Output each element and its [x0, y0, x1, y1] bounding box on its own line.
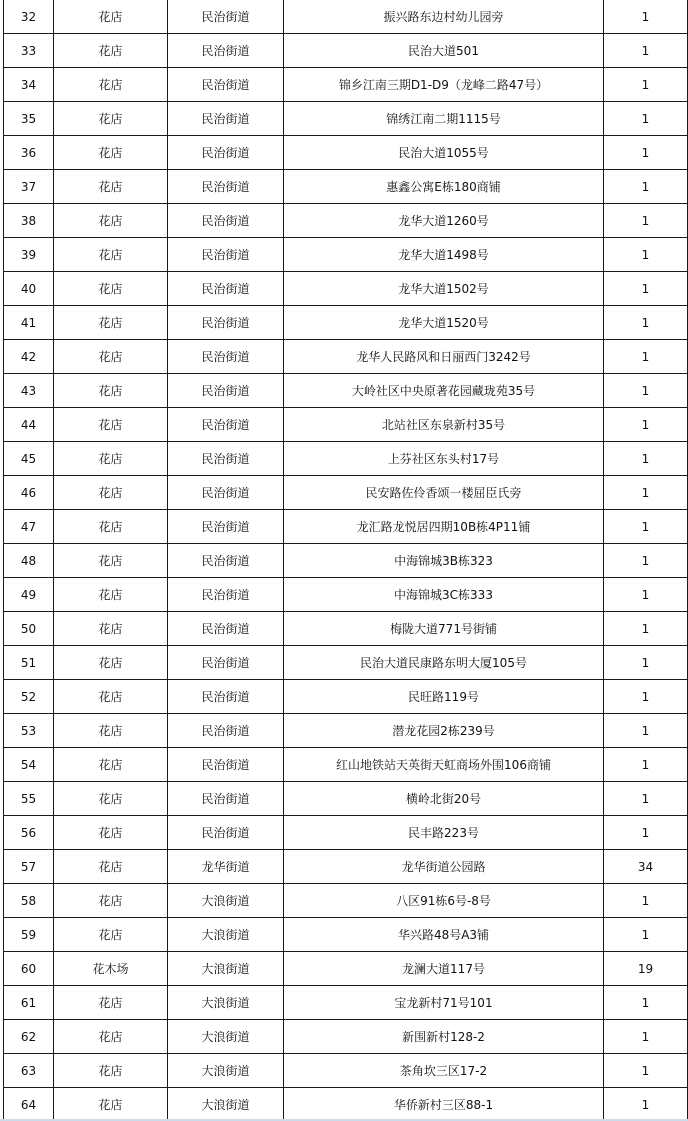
cell-street: 民治街道	[168, 68, 284, 102]
cell-count: 1	[604, 918, 688, 952]
cell-count: 1	[604, 442, 688, 476]
cell-address: 龙华大道1502号	[284, 272, 604, 306]
table-row	[4, 68, 688, 102]
cell-street: 民治街道	[168, 510, 284, 544]
cell-street: 大浪街道	[168, 1054, 284, 1088]
cell-address: 锦乡江南三期D1-D9（龙峰二路47号）	[284, 68, 604, 102]
cell-address: 民丰路223号	[284, 816, 604, 850]
cell-shop-type: 花店	[54, 306, 168, 340]
cell-row-number: 51	[4, 646, 54, 680]
table-row	[4, 408, 688, 442]
cell-row-number: 54	[4, 748, 54, 782]
cell-street: 民治街道	[168, 816, 284, 850]
cell-row-number: 50	[4, 612, 54, 646]
cell-address: 龙华大道1260号	[284, 204, 604, 238]
cell-street: 民治街道	[168, 0, 284, 34]
cell-count: 19	[604, 952, 688, 986]
cell-row-number: 56	[4, 816, 54, 850]
cell-count: 1	[604, 1088, 688, 1121]
cell-street: 民治街道	[168, 136, 284, 170]
cell-row-number: 32	[4, 0, 54, 34]
table-row	[4, 680, 688, 714]
cell-address: 宝龙新村71号101	[284, 986, 604, 1020]
cell-row-number: 34	[4, 68, 54, 102]
cell-count: 1	[604, 408, 688, 442]
cell-shop-type: 花店	[54, 748, 168, 782]
cell-street: 大浪街道	[168, 952, 284, 986]
cell-row-number: 43	[4, 374, 54, 408]
cell-row-number: 61	[4, 986, 54, 1020]
cell-row-number: 40	[4, 272, 54, 306]
table-row	[4, 646, 688, 680]
cell-address: 龙华人民路风和日丽西门3242号	[284, 340, 604, 374]
cell-count: 1	[604, 510, 688, 544]
table-row	[4, 1020, 688, 1054]
cell-street: 民治街道	[168, 374, 284, 408]
cell-shop-type: 花店	[54, 680, 168, 714]
cell-count: 1	[604, 0, 688, 34]
cell-address: 龙华大道1520号	[284, 306, 604, 340]
table-row	[4, 714, 688, 748]
cell-street: 民治街道	[168, 476, 284, 510]
cell-row-number: 52	[4, 680, 54, 714]
cell-address: 梅陇大道771号街铺	[284, 612, 604, 646]
flower-shop-table	[3, 0, 688, 1121]
cell-address: 中海锦城3C栋333	[284, 578, 604, 612]
cell-shop-type: 花店	[54, 816, 168, 850]
cell-street: 民治街道	[168, 34, 284, 68]
table-row	[4, 578, 688, 612]
cell-count: 1	[604, 748, 688, 782]
cell-count: 1	[604, 170, 688, 204]
cell-shop-type: 花店	[54, 884, 168, 918]
cell-row-number: 42	[4, 340, 54, 374]
cell-shop-type: 花店	[54, 476, 168, 510]
table-row	[4, 102, 688, 136]
cell-row-number: 33	[4, 34, 54, 68]
table-row	[4, 442, 688, 476]
cell-street: 民治街道	[168, 646, 284, 680]
cell-address: 民治大道1055号	[284, 136, 604, 170]
table-row	[4, 748, 688, 782]
cell-row-number: 44	[4, 408, 54, 442]
table-row	[4, 544, 688, 578]
cell-shop-type: 花店	[54, 272, 168, 306]
cell-address: 华兴路48号A3铺	[284, 918, 604, 952]
cell-count: 34	[604, 850, 688, 884]
cell-shop-type: 花店	[54, 782, 168, 816]
cell-shop-type: 花店	[54, 340, 168, 374]
cell-address: 上芬社区东头村17号	[284, 442, 604, 476]
cell-row-number: 58	[4, 884, 54, 918]
cell-street: 民治街道	[168, 340, 284, 374]
cell-street: 大浪街道	[168, 1020, 284, 1054]
cell-row-number: 55	[4, 782, 54, 816]
cell-count: 1	[604, 986, 688, 1020]
cell-row-number: 47	[4, 510, 54, 544]
cell-count: 1	[604, 306, 688, 340]
cell-count: 1	[604, 238, 688, 272]
table-row	[4, 306, 688, 340]
cell-shop-type: 花店	[54, 408, 168, 442]
cell-street: 大浪街道	[168, 1088, 284, 1121]
cell-count: 1	[604, 34, 688, 68]
table-row	[4, 238, 688, 272]
cell-street: 民治街道	[168, 408, 284, 442]
cell-address: 华侨新村三区88-1	[284, 1088, 604, 1121]
cell-street: 民治街道	[168, 442, 284, 476]
cell-address: 民旺路119号	[284, 680, 604, 714]
cell-shop-type: 花店	[54, 510, 168, 544]
cell-address: 锦绣江南二期1115号	[284, 102, 604, 136]
cell-address: 中海锦城3B栋323	[284, 544, 604, 578]
cell-row-number: 48	[4, 544, 54, 578]
cell-address: 茶角坎三区17-2	[284, 1054, 604, 1088]
table-row	[4, 510, 688, 544]
cell-row-number: 36	[4, 136, 54, 170]
cell-address: 龙汇路龙悦居四期10B栋4P11铺	[284, 510, 604, 544]
cell-shop-type: 花店	[54, 1054, 168, 1088]
table-row	[4, 612, 688, 646]
cell-row-number: 37	[4, 170, 54, 204]
cell-row-number: 57	[4, 850, 54, 884]
cell-row-number: 49	[4, 578, 54, 612]
cell-count: 1	[604, 374, 688, 408]
cell-shop-type: 花店	[54, 646, 168, 680]
cell-count: 1	[604, 68, 688, 102]
cell-shop-type: 花店	[54, 136, 168, 170]
table-row	[4, 884, 688, 918]
cell-address: 龙澜大道117号	[284, 952, 604, 986]
table-row	[4, 1088, 688, 1121]
table-row	[4, 816, 688, 850]
table-row	[4, 1054, 688, 1088]
cell-row-number: 63	[4, 1054, 54, 1088]
table-row	[4, 204, 688, 238]
table-row	[4, 782, 688, 816]
table-row	[4, 34, 688, 68]
cell-address: 惠鑫公寓E栋180商铺	[284, 170, 604, 204]
cell-shop-type: 花店	[54, 578, 168, 612]
cell-address: 振兴路东边村幼儿园旁	[284, 0, 604, 34]
cell-count: 1	[604, 680, 688, 714]
cell-shop-type: 花店	[54, 0, 168, 34]
table-row	[4, 340, 688, 374]
cell-street: 龙华街道	[168, 850, 284, 884]
cell-count: 1	[604, 816, 688, 850]
cell-shop-type: 花店	[54, 850, 168, 884]
cell-count: 1	[604, 544, 688, 578]
cell-shop-type: 花店	[54, 238, 168, 272]
cell-row-number: 41	[4, 306, 54, 340]
table-row	[4, 986, 688, 1020]
cell-row-number: 62	[4, 1020, 54, 1054]
cell-count: 1	[604, 714, 688, 748]
cell-count: 1	[604, 476, 688, 510]
cell-shop-type: 花店	[54, 102, 168, 136]
table-row	[4, 136, 688, 170]
cell-row-number: 64	[4, 1088, 54, 1121]
cell-address: 民治大道民康路东明大厦105号	[284, 646, 604, 680]
cell-count: 1	[604, 884, 688, 918]
table-body	[4, 0, 688, 1121]
cell-street: 民治街道	[168, 544, 284, 578]
cell-street: 民治街道	[168, 272, 284, 306]
cell-street: 民治街道	[168, 238, 284, 272]
cell-count: 1	[604, 136, 688, 170]
cell-shop-type: 花店	[54, 442, 168, 476]
cell-street: 民治街道	[168, 714, 284, 748]
cell-count: 1	[604, 646, 688, 680]
cell-street: 民治街道	[168, 782, 284, 816]
cell-address: 大岭社区中央原著花园藏珑苑35号	[284, 374, 604, 408]
cell-row-number: 60	[4, 952, 54, 986]
cell-row-number: 39	[4, 238, 54, 272]
cell-address: 新围新村128-2	[284, 1020, 604, 1054]
cell-street: 大浪街道	[168, 918, 284, 952]
table-row	[4, 918, 688, 952]
table-row	[4, 272, 688, 306]
cell-shop-type: 花店	[54, 204, 168, 238]
cell-street: 民治街道	[168, 204, 284, 238]
cell-count: 1	[604, 578, 688, 612]
cell-address: 龙华街道公园路	[284, 850, 604, 884]
cell-count: 1	[604, 340, 688, 374]
cell-row-number: 38	[4, 204, 54, 238]
cell-row-number: 53	[4, 714, 54, 748]
cell-shop-type: 花店	[54, 918, 168, 952]
cell-address: 横岭北街20号	[284, 782, 604, 816]
cell-address: 红山地铁站天英街天虹商场外围106商铺	[284, 748, 604, 782]
cell-shop-type: 花店	[54, 68, 168, 102]
cell-shop-type: 花店	[54, 714, 168, 748]
cell-address: 龙华大道1498号	[284, 238, 604, 272]
cell-count: 1	[604, 204, 688, 238]
table-row	[4, 170, 688, 204]
cell-shop-type: 花店	[54, 374, 168, 408]
cell-row-number: 35	[4, 102, 54, 136]
cell-shop-type: 花木场	[54, 952, 168, 986]
cell-shop-type: 花店	[54, 986, 168, 1020]
cell-street: 大浪街道	[168, 884, 284, 918]
cell-count: 1	[604, 1054, 688, 1088]
cell-address: 潜龙花园2栋239号	[284, 714, 604, 748]
table-row	[4, 952, 688, 986]
table-row	[4, 850, 688, 884]
cell-street: 民治街道	[168, 680, 284, 714]
cell-shop-type: 花店	[54, 1088, 168, 1121]
cell-count: 1	[604, 782, 688, 816]
table-row	[4, 476, 688, 510]
cell-street: 民治街道	[168, 306, 284, 340]
cell-count: 1	[604, 272, 688, 306]
table-row	[4, 0, 688, 34]
cell-count: 1	[604, 1020, 688, 1054]
cell-row-number: 46	[4, 476, 54, 510]
cell-address: 民安路佐伶香颂一楼屈臣氏旁	[284, 476, 604, 510]
cell-count: 1	[604, 102, 688, 136]
cell-shop-type: 花店	[54, 1020, 168, 1054]
cell-shop-type: 花店	[54, 612, 168, 646]
cell-address: 八区91栋6号-8号	[284, 884, 604, 918]
cell-count: 1	[604, 612, 688, 646]
cell-street: 民治街道	[168, 170, 284, 204]
cell-street: 大浪街道	[168, 986, 284, 1020]
table-row	[4, 374, 688, 408]
cell-shop-type: 花店	[54, 34, 168, 68]
cell-row-number: 59	[4, 918, 54, 952]
cell-address: 民治大道501	[284, 34, 604, 68]
cell-row-number: 45	[4, 442, 54, 476]
cell-street: 民治街道	[168, 102, 284, 136]
cell-street: 民治街道	[168, 612, 284, 646]
cell-street: 民治街道	[168, 748, 284, 782]
cell-address: 北站社区东泉新村35号	[284, 408, 604, 442]
cell-street: 民治街道	[168, 578, 284, 612]
cell-shop-type: 花店	[54, 544, 168, 578]
cell-shop-type: 花店	[54, 170, 168, 204]
